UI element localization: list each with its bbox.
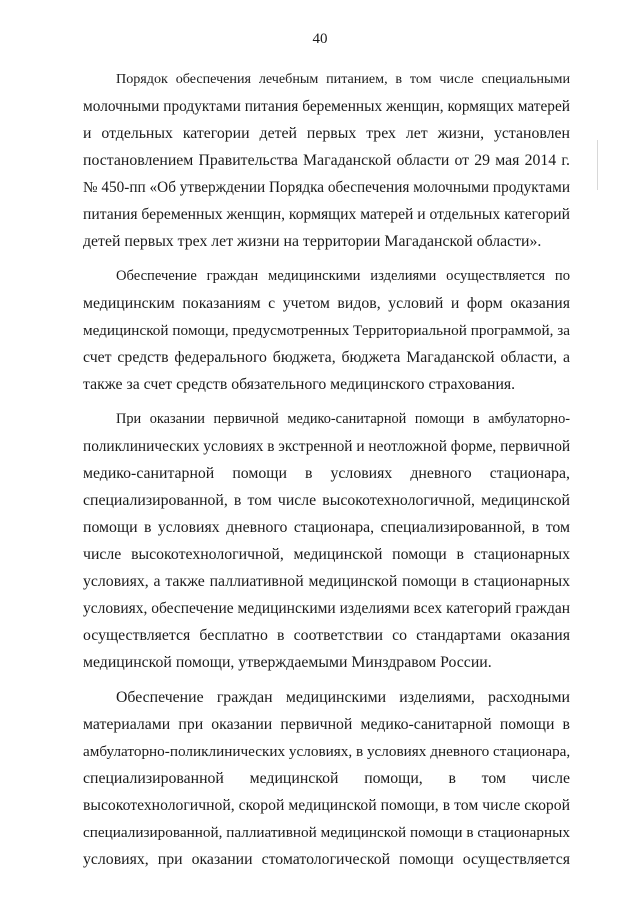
text-line: материалами при оказании первичной медико-санитарной помощи в: [83, 716, 570, 733]
text-line: медицинской помощи, утверждаемыми Минздравом России.: [83, 654, 492, 671]
text-line: осуществляется бесплатно в соответствии со стандартами оказания: [83, 627, 570, 644]
document-body: [83, 66, 570, 873]
text-line: детей первых трех лет жизни на территории Магаданской области».: [83, 233, 542, 250]
text-line: счет средств федерального бюджета, бюджета Магаданской области, а: [83, 349, 570, 366]
text-line: Обеспечение граждан медицинскими изделиями, расходными: [116, 689, 570, 706]
text-line: числе высокотехнологичной, медицинской помощи в стационарных: [83, 546, 570, 563]
text-line: поликлинических условиях в экстренной и неотложной форме, первичной: [83, 438, 571, 455]
text-line: медико-санитарной помощи в условиях дневного стационара,: [83, 465, 570, 482]
text-line: условиях, а также паллиативной медицинской помощи в стационарных: [83, 573, 570, 590]
page-number: 40: [312, 31, 328, 47]
paragraph-medical-devices: [83, 263, 570, 398]
text-line: и отдельных категории детей первых трех лет жизни, установлен: [83, 125, 570, 142]
text-line: молочными продуктами питания беременных женщин, кормящих матерей: [83, 98, 570, 115]
text-line: специализированной, в том числе высокотехнологичной, медицинской: [83, 492, 570, 509]
text-line: также за счет средств обязательного медицинского страхования.: [83, 376, 516, 393]
text-line: условиях, обеспечение медицинскими изделиями всех категорий граждан: [83, 600, 570, 617]
text-line: № 450-пп «Об утверждении Порядка обеспечения молочными продуктами: [83, 179, 570, 196]
text-line: высокотехнологичной, скорой медицинской помощи, в том числе скорой: [83, 797, 570, 814]
text-line: условиях, при оказании стоматологической помощи осуществляется: [83, 851, 570, 868]
text-line: питания беременных женщин, кормящих матерей и отдельных категорий: [83, 206, 571, 223]
text-line: Порядок обеспечения лечебным питанием, в том числе специальными: [116, 71, 570, 87]
margin-scan-mark: [597, 140, 598, 190]
text-line: медицинским показаниям с учетом видов, условий и форм оказания: [83, 295, 570, 312]
text-line: постановлением Правительства Магаданской области от 29 мая 2014 г.: [83, 152, 570, 169]
paragraph-primary-care: [83, 406, 570, 676]
text-line: специализированной, паллиативной медицинской помощи в стационарных: [83, 824, 570, 841]
text-line: помощи в условиях дневного стационара, специализированной, в том: [83, 519, 570, 536]
text-line: медицинской помощи, предусмотренных Территориальной программой, за: [83, 322, 570, 339]
text-line: амбулаторно-поликлинических условиях, в условиях дневного стационара,: [83, 743, 571, 760]
text-line: специализированной медицинской помощи, в том числе: [83, 770, 570, 787]
paragraph-nutrition: [83, 66, 570, 255]
paragraph-supplies: [83, 684, 570, 873]
text-line: При оказании первичной медико-санитарной помощи в амбулаторно-: [116, 411, 570, 427]
text-line: Обеспечение граждан медицинскими изделиями осуществляется по: [116, 268, 570, 284]
